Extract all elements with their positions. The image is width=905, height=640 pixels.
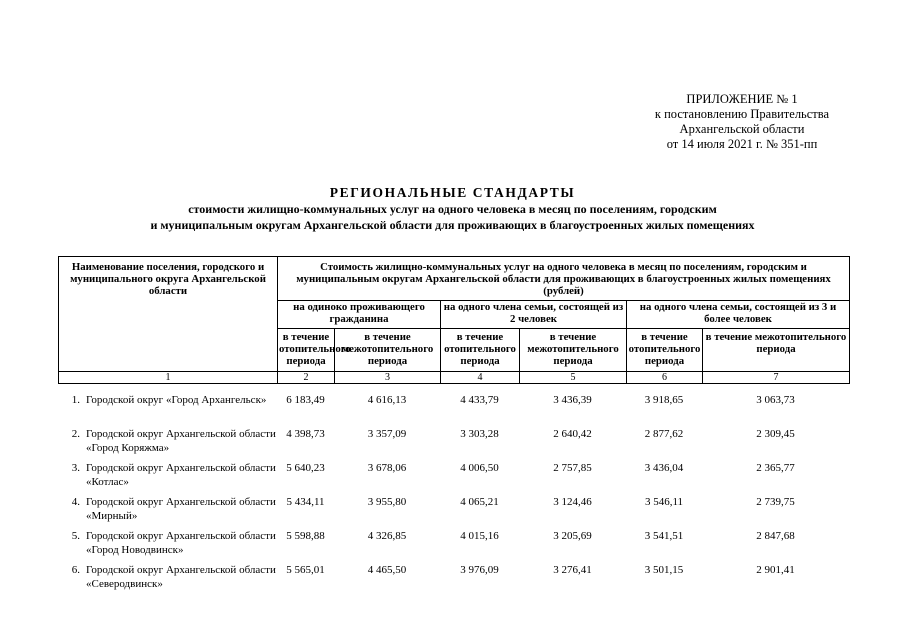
row-value: 4 433,79 [460,394,499,406]
table-row [58,495,849,529]
row-value: 2 640,42 [553,428,592,440]
appendix-title: ПРИЛОЖЕНИЕ № 1 [686,92,798,106]
row-number: 2. [71,428,80,440]
row-value: 3 205,69 [553,530,592,542]
row-value: 3 501,15 [644,564,684,576]
row-settlement-name: Городской округ Архангельской области «Город Коряжма» [86,428,276,454]
row-value: 2 739,75 [756,496,795,508]
table-row [58,529,849,563]
row-value: 5 434,11 [286,496,325,508]
column-number: 1 [59,372,278,384]
row-value: 3 918,65 [644,394,684,406]
row-value: 4 616,13 [367,394,407,406]
row-value: 2 365,77 [756,462,795,474]
table-row [58,427,849,461]
row-value: 3 976,09 [460,564,499,576]
document-title: РЕГИОНАЛЬНЫЕ СТАНДАРТЫ [329,185,576,200]
appendix-date: от 14 июля 2021 г. № 351-пп [666,137,818,151]
row-value: 2 757,85 [553,462,592,474]
row-value: 3 436,04 [644,462,684,474]
document-title-block [0,184,905,233]
row-value: 3 541,51 [644,530,684,542]
row-value: 2 901,41 [756,564,795,576]
column-number: 4 [441,372,520,384]
appendix-line: Архангельской области [679,122,805,136]
column-header-heating: в течение отопительного периода [278,329,335,372]
row-value: 3 436,39 [553,394,592,406]
row-value: 3 124,46 [553,496,592,508]
table-row [58,461,849,495]
table-body [58,393,849,597]
appendix-block [612,92,872,152]
row-settlement-name: Городской округ Архангельской области «Мирный» [86,496,276,522]
column-header-heating: в течение отопительного периода [627,329,703,372]
row-value: 4 398,73 [286,428,325,440]
column-number: 6 [627,372,703,384]
row-value: 3 546,11 [644,496,684,508]
row-value: 5 640,23 [286,462,325,474]
row-settlement-name: Городской округ Архангельской области «Город Новодвинск» [86,530,276,556]
row-settlement-name: Городской округ Архангельской области «Котлас» [86,462,276,488]
column-header-cost: Стоимость жилищно-коммунальных услуг на одного человека в месяц по поселениям, городским и муниципальным округам Архангельской области для проживающих в благоустроенных жилых помещениях (рублей) [278,257,850,301]
table-row [58,393,849,427]
table-header [58,256,850,384]
row-number: 1. [71,394,80,406]
row-number: 4. [71,496,80,508]
row-value: 5 565,01 [286,564,325,576]
column-header-name: Наименование поселения, городского и муниципального округа Архангельской области [59,257,278,372]
column-number: 3 [335,372,441,384]
row-number: 6. [71,564,80,576]
row-value: 4 065,21 [460,496,499,508]
column-number: 7 [703,372,850,384]
row-value: 3 678,06 [367,462,407,474]
column-header-heating: в течение отопительного периода [441,329,520,372]
row-settlement-name: Городской округ «Город Архангельск» [86,394,267,406]
row-value: 4 326,85 [367,530,407,542]
column-header-nonheating: в течение межотопительного периода [520,329,627,372]
row-value: 3 955,80 [367,496,407,508]
row-value: 4 465,50 [367,564,407,576]
column-group-two-person: на одного члена семьи, состоящей из 2 человек [441,301,627,329]
column-number: 2 [278,372,335,384]
column-group-three-plus: на одного члена семьи, состоящей из 3 и более человек [627,301,850,329]
column-header-nonheating: в течение межотопительного периода [703,329,850,372]
row-number: 5. [71,530,80,542]
row-value: 4 006,50 [460,462,499,474]
column-header-nonheating: в течение межотопительного периода [335,329,441,372]
row-number: 3. [71,462,80,474]
column-number: 5 [520,372,627,384]
document-subtitle-line2: и муниципальным округам Архангельской области для проживающих в благоустроенных жилых помещениях [150,218,755,232]
row-value: 5 598,88 [286,530,325,542]
document-subtitle-line1: стоимости жилищно-коммунальных услуг на одного человека в месяц по поселениям, городским [188,202,717,216]
row-value: 4 015,16 [460,530,499,542]
row-value: 2 877,62 [644,428,684,440]
row-settlement-name: Городской округ Архангельской области «Северодвинск» [86,564,276,590]
row-value: 3 063,73 [756,394,795,406]
row-value: 3 303,28 [460,428,499,440]
row-value: 3 357,09 [367,428,407,440]
row-value: 2 309,45 [756,428,795,440]
row-value: 2 847,68 [756,530,795,542]
table-row [58,563,849,597]
row-value: 6 183,49 [286,394,325,406]
column-group-single: на одиноко проживающего гражданина [278,301,441,329]
appendix-line: к постановлению Правительства [654,107,830,121]
row-value: 3 276,41 [553,564,592,576]
